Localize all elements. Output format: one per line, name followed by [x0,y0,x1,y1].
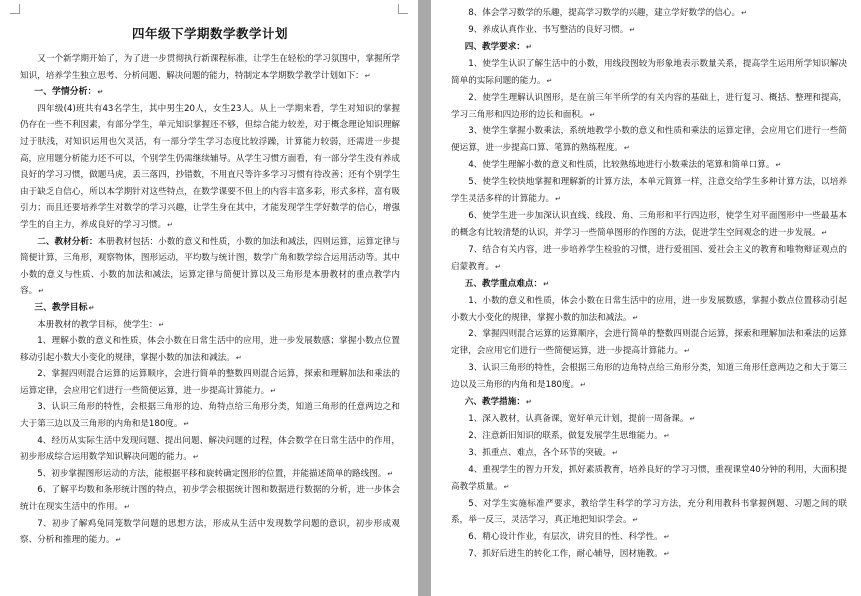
document-page-right [431,0,861,596]
paragraph-mark: ↵ [183,420,190,429]
left-page-body [20,51,400,549]
page-corner-mark [398,4,408,14]
paragraph: 1、深入教材，认真备课，宽好单元计划，提前一周备课。↵ [468,414,696,425]
paragraph: 5、初步掌握图形运动的方法，能根据平移和旋转确定图形的位置，并能描述简单的路线图。↵ [37,468,394,479]
paragraph-mark: ↵ [235,353,242,362]
paragraph: 四年级(4)班共有43名学生，其中男生20人，女生23人。从上一学期来看，学生对知识的掌握仍存在一些不利因素，有部分学生，单元知识掌握还不够，但综合能力较差，对于概念理论知识理解过于肤浅，对知识运用也欠灵活，有一部分学生学习态度比较浮躁，计算能力较弱，还需进一步提高，应用题分析能力还不可以，个别学生仍需继续辅导。从学生习惯方面看，有一部分学生没有养成良好的学习习惯，做题马虎，丢三落四，抄错数，不用直尺等许多学习习惯有待改善；还有个别学生由于缺乏自信心，所以本学期针对这些特点，在数学课要不但上的内容丰富多彩，形式多样，富有吸引力；而且还要培养学生对数学的学习兴趣，让学生身在其中，才能发现学生学好数学的信心，增强学生的自主力，养成良好的学习习惯。↵ [20,103,400,230]
paragraph-mark: ↵ [503,482,510,491]
paragraph: 9、养成认真作业、书写整洁的良好习惯。↵ [468,24,636,35]
paragraph: 3、认识三角形的特性，会根据三角形的边角特点给三角形分类，知道三角形任意两边之和大于第三边以及三角形的内角和是180度。↵ [451,363,847,391]
paragraph: 3、认识三角形的特性，会根据三角形的边、角特点给三角形分类，知道三角形的任意两边之和大于第三边以及三角形的内角和是180度。↵ [20,402,400,430]
document-page-left [0,0,418,596]
paragraph-lead: 二、教材分析： [37,236,98,247]
paragraph: 2、掌握四则混合运算的运算顺序，会进行简单的整数四则混合运算，探索和理解加法和乘法的运算定律，会应用它们进行一些简便运算，进一步提高计算能力。↵ [20,369,400,396]
section-heading: 六、教学措施：↵ [464,397,532,408]
paragraph-mark: ↵ [632,516,639,525]
paragraph-mark: ↵ [494,262,501,271]
paragraph-mark: ↵ [115,536,122,545]
section-heading: 四、教学要求：↵ [464,41,532,52]
paragraph: 1、理解小数的意义和性质，体会小数在日常生活中的应用，进一步发展数感；掌握小数点位置移动引起小数大小变化的规律，掌握小数的加法和减法。↵ [20,336,400,363]
paragraph: 2、注意新旧知识的联系，做复发展学生思维能力。↵ [468,430,670,441]
paragraph: 8、体会学习数学的乐趣，提高学习数学的兴趣，建立学好数学的信心。↵ [468,8,747,18]
paragraph-mark: ↵ [525,42,532,51]
paragraph: 2、掌握四则混合运算的运算顺序，会进行简单的整数四则混合运算，探索和理解加法和乘法的运算定律，会应用它们进行一些简便运算，进一步提高计算能力。↵ [451,329,847,357]
section-heading: 一、学情分析：↵ [34,87,104,98]
paragraph-mark: ↵ [124,503,131,512]
paragraph: 7、初步了解鸡兔同笼数学问题的思想方法，形成从生活中发现数学问题的意识，初步形成观察、分析和推理的能力。↵ [20,518,400,546]
paragraph: 5、使学生较快地掌握和理解新的计算方法，本单元简算一样，注意交给学生多种计算方法，以培养学生灵活多样的计算能力。↵ [451,177,847,205]
paragraph-mark: ↵ [775,161,782,170]
paragraph-mark: ↵ [270,386,277,395]
paragraph: 7、抓好后进生的转化工作，耐心辅导，因材施教。↵ [468,549,670,560]
paragraph-mark: ↵ [684,347,690,356]
paragraph: 本册教材的教学目标，使学生：↵ [37,319,165,330]
paragraph-mark: ↵ [612,448,619,457]
paragraph: 6、精心设计作业，有层次，讲究目的性、科学性。↵ [468,532,670,543]
paragraph: 3、使学生掌握小数乘法，系统地教学小数的意义和性质和乘法的运算定律，会应用它们进行一些简便运算，进一步提高口算、笔算的熟练程度。↵ [451,126,847,154]
paragraph-mark: ↵ [167,220,173,229]
paragraph-mark: ↵ [629,25,636,34]
paragraph-mark: ↵ [821,228,828,237]
paragraph: 又一个新学期开始了，为了进一步贯彻执行新课程标准，让学生在轻松的学习氛围中，掌握所学知识，培养学生独立思考、分析问题、解决问题的能力，特制定本学期数学教学计划如下：↵ [20,54,400,81]
paragraph: 7、结合有关内容，进一步培养学生检验的习惯，进行爱祖国、爱社会主义的教育和唯物辩证观点的启蒙教育。↵ [451,244,847,272]
section-heading: 三、教学目标↵ [34,302,95,313]
section-heading: 五、教学重点难点：↵ [464,278,549,289]
paragraph: 4、重视学生的智力开发，抓好素质教育，培养良好的学习习惯，重视课堂40分钟的利用，大面积提高教学质量。↵ [451,464,847,492]
paragraph-mark: ↵ [88,303,95,312]
paragraph-mark: ↵ [38,287,45,296]
paragraph: 4、使学生理解小数的意义和性质，比较熟练地进行小数乘法的笔算和简单口算。↵ [468,160,782,171]
paragraph-mark: ↵ [525,398,532,407]
paragraph-mark: ↵ [158,320,165,329]
paragraph-mark: ↵ [623,144,630,153]
paragraph: 二、教材分析：本册教材包括：小数的意义和性质，小数的加法和减法，四则运算，运算定律与简便计算，三角形，观察物体，图形运动，平均数与统计图，数学广角和数学综合运用活动等。其中小数的意义与性质、小数的加法和减法，运算定律与简便计算以及三角形是本册教材的重点教学内容。↵ [20,236,400,297]
paragraph-mark: ↵ [663,550,670,559]
paragraph: 1、使学生认识了解生活中的小数，用线段图较为形象地表示数量关系，提高学生运用所学知识解决简单的实际问题的能力。↵ [451,58,847,86]
paragraph: 2、使学生理解认识图形，是在前三年半所学的有关内容的基础上，进行复习、概括、整理和提高，学习三角形和四边形的边长和面积。↵ [451,92,847,120]
paragraph-mark: ↵ [364,71,371,80]
paragraph: 6、了解平均数和条形统计图的特点，初步学会根据统计图和数据进行数据的分析，进一步体会统计在现实生活中的作用。↵ [20,485,400,513]
paragraph: 6、使学生进一步加深认识直线、线段、角、三角形和平行四边形，使学生对平面图形中一些最基本的概念有比较清楚的认识，并学习一些简单图形的作图的方法，促进学生空间观念的进一步发展。↵ [451,210,847,238]
paragraph-mark: ↵ [546,76,553,85]
paragraph-mark: ↵ [663,533,670,542]
paragraph-mark: ↵ [689,415,696,424]
paragraph-mark: ↵ [387,469,394,478]
paragraph: 3、抓重点、难点，各个环节的突破。↵ [468,447,619,458]
paragraph-mark: ↵ [741,9,747,17]
page-corner-mark [10,4,20,14]
paragraph: 1、小数的意义和性质，体会小数在日常生活中的应用，进一步发展数感，掌握小数点位置移动引起小数大小变化的规律，掌握小数的加法和减法。↵ [451,295,847,323]
paragraph-mark: ↵ [192,453,199,462]
paragraph: 5、对学生实施标准严要求，教给学生科学的学习方法，充分利用教科书掌握例题、习题之间的联系，举一反三，灵活学习，真正地把知识学会。↵ [451,498,847,526]
paragraph-mark: ↵ [97,88,104,97]
paragraph: 4、经历从实际生活中发现问题、提出问题、解决问题的过程，体会数学在日常生活中的作用，初步形成综合运用数学知识解决问题的能力。↵ [20,435,400,463]
paragraph-mark: ↵ [580,381,586,390]
paragraph-mark: ↵ [543,279,549,288]
paragraph-mark: ↵ [589,110,596,119]
right-page-body [451,5,847,563]
document-title: 四年级下学期数学教学计划 [131,26,288,41]
paragraph-mark: ↵ [555,195,562,204]
paragraph-mark: ↵ [632,313,639,322]
paragraph-mark: ↵ [663,431,670,440]
